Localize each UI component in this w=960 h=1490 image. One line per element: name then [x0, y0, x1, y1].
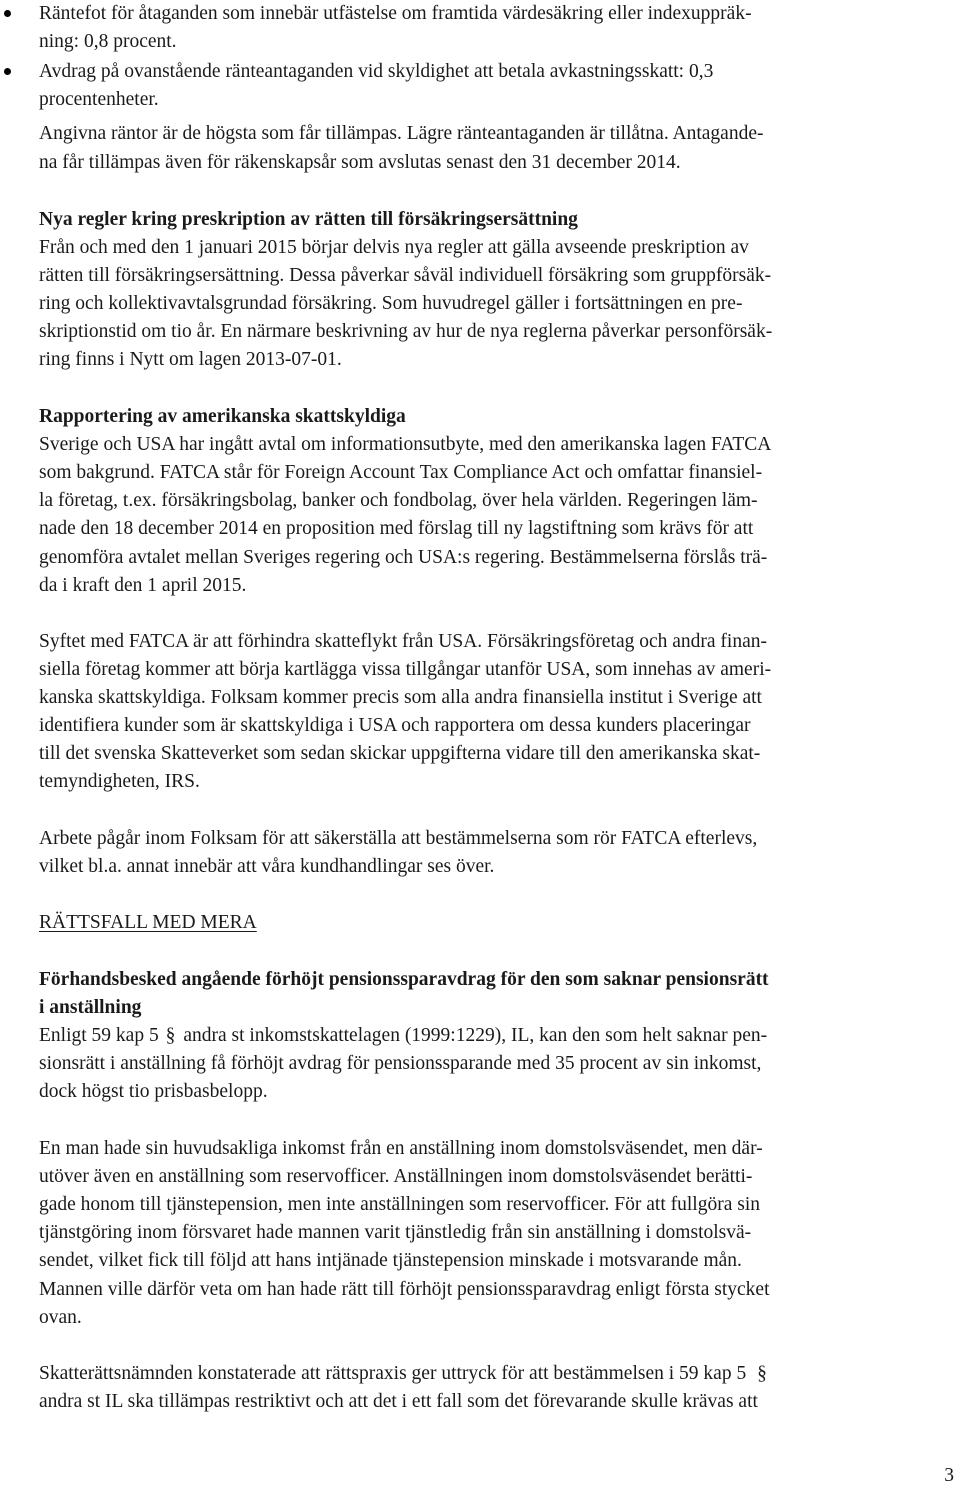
section4-para2-line: Mannen ville därför veta om han hade rätt till förhöjt pensionssparavdrag enligt första stycket [39, 1279, 770, 1300]
section2-line: Sverige och USA har ingått avtal om informationsutbyte, med den amerikanska lagen FATCA [39, 434, 772, 455]
page-number: 3 [944, 1465, 954, 1486]
section4-para1-text-b: andra st inkomstskattelagen (1999:1229), IL, kan den som helt saknar pen- [183, 1025, 768, 1046]
section4-para1-line: dock högst tio prisbasbelopp. [39, 1081, 268, 1102]
bullet-2-line-1: Avdrag på ovanstående ränteantaganden vid skyldighet att betala avkastningsskatt: 0,3 [39, 61, 714, 82]
section4-para3-text: Skatterättsnämnden konstaterade att rättspraxis ger uttryck för att bestämmelsen i 59 kap 5 [39, 1363, 752, 1384]
bullet-marker [4, 68, 11, 75]
section2-para2-line: till det svenska Skatteverket som sedan skickar uppgifterna vidare till den amerikanska skat- [39, 743, 761, 764]
section4-para1-line: sionsrätt i anställning få förhöjt avdrag för pensionssparande med 35 procent av sin inkomst, [39, 1053, 762, 1074]
section-heading-rattsfall: RÄTTSFALL MED MERA [39, 912, 257, 933]
bullet-2-line-2: procentenheter. [39, 89, 159, 110]
section-heading-fatca: Rapportering av amerikanska skattskyldiga [39, 406, 406, 427]
section-sign-icon: § [165, 1025, 176, 1046]
section-heading-forhandsbesked-cont: i anställning [39, 997, 142, 1018]
section4-para3-line: andra st IL ska tillämpas restriktivt och att det i ett fall som det förevarande skulle krävas att [39, 1391, 758, 1412]
section1-line: ring och kollektivavtalsgrundad försäkring. Som huvudregel gäller i fortsättningen en pre- [39, 293, 743, 314]
section2-para3-line: Arbete pågår inom Folksam för att säkerställa att bestämmelserna som rör FATCA efterlevs, [39, 828, 758, 849]
section4-para2-line: gade honom till tjänstepension, men inte anställningen som reservofficer. För att fullgöra sin [39, 1194, 760, 1215]
section-heading-preskription: Nya regler kring preskription av rätten till försäkringsersättning [39, 209, 578, 230]
section1-line: Från och med den 1 januari 2015 börjar delvis nya regler att gälla avseende preskription av [39, 237, 749, 258]
section-heading-forhandsbesked: Förhandsbesked angående förhöjt pensionssparavdrag för den som saknar pensionsrätt [39, 969, 769, 990]
section2-para2-line: temyndigheten, IRS. [39, 771, 200, 792]
section-sign-icon: § [757, 1363, 767, 1384]
section2-para3-line: vilket bl.a. annat innebär att våra kundhandlingar ses över. [39, 856, 495, 877]
section2-line: da i kraft den 1 april 2015. [39, 575, 247, 596]
section4-para2-line: ovan. [39, 1307, 82, 1328]
section2-line: nade den 18 december 2014 en proposition med förslag till ny lagstiftning som krävs för att [39, 518, 754, 539]
section4-para2-line: tjänstgöring inom försvaret hade mannen varit tjänstledig från sin anställning i domstolsvä- [39, 1222, 752, 1243]
section4-para1-text-a: Enligt 59 kap 5 [39, 1025, 164, 1046]
bullet-marker [4, 10, 11, 17]
section2-para2-line: Syftet med FATCA är att förhindra skatteflykt från USA. Försäkringsföretag och andra finan- [39, 631, 767, 652]
section4-para2-line: sendet, vilket fick till följd att hans intjänade tjänstepension minskade i motsvarande mån. [39, 1250, 742, 1271]
section4-para1-line [39, 1022, 767, 1050]
section2-line: la företag, t.ex. försäkringsbolag, banker och fondbolag, över hela världen. Regeringen läm- [39, 490, 758, 511]
bullet-1-line-1: Räntefot för åtaganden som innebär utfästelse om framtida värdesäkring eller indexuppräk- [39, 3, 752, 24]
section2-para2-line: kanska skattskyldiga. Folksam kommer precis som alla andra finansiella institut i Sverige att [39, 687, 762, 708]
intro-line-2: na får tillämpas även för räkenskapsår som avslutas senast den 31 december 2014. [39, 152, 681, 173]
section4-para3-line [39, 1360, 767, 1388]
section2-line: genomföra avtalet mellan Sveriges regering och USA:s regering. Bestämmelserna förslås trä- [39, 547, 768, 568]
section2-para2-line: siella företag kommer att börja kartlägga vissa tillgångar utanför USA, som innehas av ameri- [39, 659, 772, 680]
section4-para2-line: En man hade sin huvudsakliga inkomst från en anställning inom domstolsväsendet, men där- [39, 1138, 763, 1159]
section4-para2-line: utöver även en anställning som reservofficer. Anställningen inom domstolsväsendet berätti- [39, 1166, 753, 1187]
intro-line-1: Angivna räntor är de högsta som får tillämpas. Lägre ränteantaganden är tillåtna. Antagande- [39, 123, 764, 144]
section1-line: rätten till försäkringsersättning. Dessa påverkar såväl individuell försäkring som gruppförsäk- [39, 265, 772, 286]
bullet-1-line-2: ning: 0,8 procent. [39, 31, 177, 52]
section2-line: som bakgrund. FATCA står för Foreign Account Tax Compliance Act och omfattar finansiel- [39, 462, 763, 483]
section2-para2-line: identifiera kunder som är skattskyldiga i USA och rapportera om dessa kunders placeringar [39, 715, 751, 736]
section1-line: ring finns i Nytt om lagen 2013-07-01. [39, 349, 342, 370]
section1-line: skriptionstid om tio år. En närmare beskrivning av hur de nya reglerna påverkar personförsäk- [39, 321, 773, 342]
